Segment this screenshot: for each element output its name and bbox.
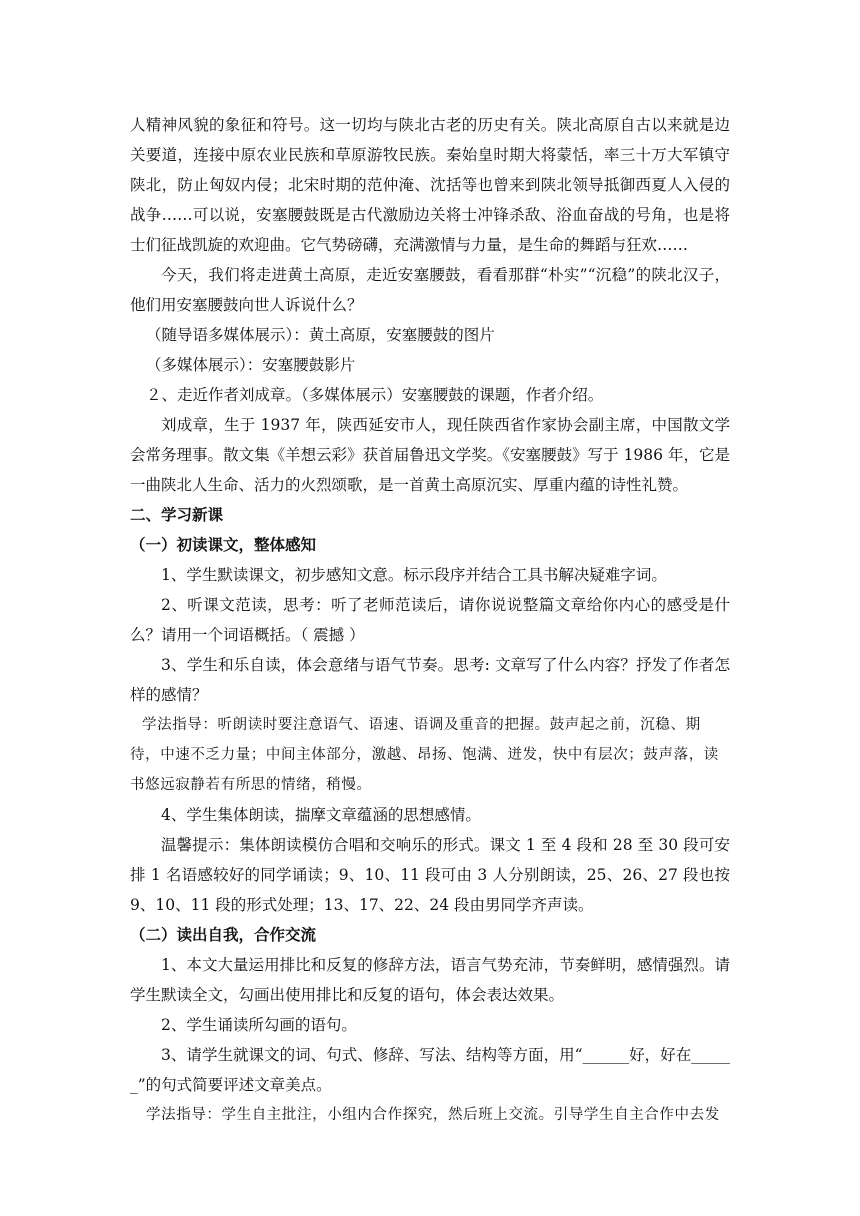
paragraph-history: 人精神风貌的象征和符号。这一切均与陕北古老的历史有关。陕北高原自古以来就是边关要道，连接中原农业民族和草原游牧民族。秦始皇时期大将蒙恬，率三十万大军镇守陕北，防止匈奴内侵；北宋时期的范仲淹、沈括等也曾来到陕北领导抵御西夏人入侵的战争……可以说，安塞腰鼓既是古代激励边关将士冲锋杀敌、浴血奋战的号角，也是将士们征战凯旋的欢迎曲。它气势磅礴，充满激情与力量，是生命的舞蹈与狂欢…… — [130, 116, 730, 254]
paragraph-multimedia-1: （随导语多媒体展示）：黄土高原，安塞腰鼓的图片 — [146, 326, 495, 344]
section-heading-new-lesson: 二、学习新课 — [130, 506, 224, 524]
paragraph-multimedia-2: （多媒体展示）：安塞腰鼓影片 — [146, 356, 356, 374]
paragraph-step-2: 2、听课文范读，思考：听了老师范读后，请你说说整篇文章给你内心的感受是什么？请用一个词语概括。（ 震撼 ） — [130, 596, 730, 644]
paragraph-step-1: 1、学生默读课文，初步感知文意。标示段序并结合工具书解决疑难字词。 — [161, 566, 667, 584]
paragraph-rhetoric-3: 3、请学生就课文的词、句式、修辞、写法、结构等方面，用“______好，好在______”的句式简要评述文章美点。 — [130, 1046, 730, 1094]
paragraph-rhetoric-2: 2、学生诵读所勾画的语句。 — [161, 1016, 357, 1034]
study-guide-note-2: 学法指导：学生自主批注，小组内合作探究，然后班上交流。引导学生自主合作中去发 — [146, 1107, 720, 1123]
paragraph-step-3: 3、学生和乐自读，体会意绪与语气节奏。思考: 文章写了什么内容？抒发了作者怎样的感情？ — [130, 656, 730, 704]
paragraph-author-step: ２、走近作者刘成章。（多媒体展示）安塞腰鼓的课题，作者介绍。 — [146, 386, 604, 404]
document-body — [130, 110, 730, 1130]
subsection-heading-read-yourself: （二）读出自我，合作交流 — [130, 926, 317, 944]
study-guide-note-1: 学法指导：听朗读时要注意语气、语速、语调及重音的把握。鼓声起之前，沉稳、期待，中速不乏力量；中间主体部分，激越、昂扬、饱满、迸发，快中有层次；鼓声落，读书悠远寂静若有所思的情绪，稍慢。 — [130, 717, 719, 793]
paragraph-intro: 今天，我们将走进黄土高原，走近安塞腰鼓，看看那群“朴实”“沉稳”的陕北汉子，他们用安塞腰鼓向世人诉说什么？ — [130, 266, 730, 314]
subsection-heading-first-reading: （一）初读课文，整体感知 — [130, 536, 317, 554]
paragraph-rhetoric-1: 1、本文大量运用排比和反复的修辞方法，语言气势充沛，节奏鲜明，感情强烈。请学生默读全文，勾画出使用排比和反复的语句，体会表达效果。 — [130, 956, 730, 1004]
paragraph-author-bio: 刘成章，生于 1937 年，陕西延安市人，现任陕西省作家协会副主席，中国散文学会常务理事。散文集《羊想云彩》获首届鲁迅文学奖。《安塞腰鼓》写于 1986 年，它是一曲陕北人生命、活力的火烈颂歌，是一首黄土高原沉实、厚重内蕴的诗性礼赞。 — [130, 416, 730, 494]
paragraph-step-4: 4、学生集体朗读，揣摩文章蕴涵的思想感情。 — [161, 806, 481, 824]
paragraph-tip: 温馨提示：集体朗读模仿合唱和交响乐的形式。课文 1 至 4 段和 28 至 30 段可安排 1 名语感较好的同学诵读；9、10、11 段可由 3 人分别朗读，25、26、27 段也按 9、10、11 段的形式处理；13、17、22、24 段由男同学齐声读。 — [130, 836, 730, 914]
